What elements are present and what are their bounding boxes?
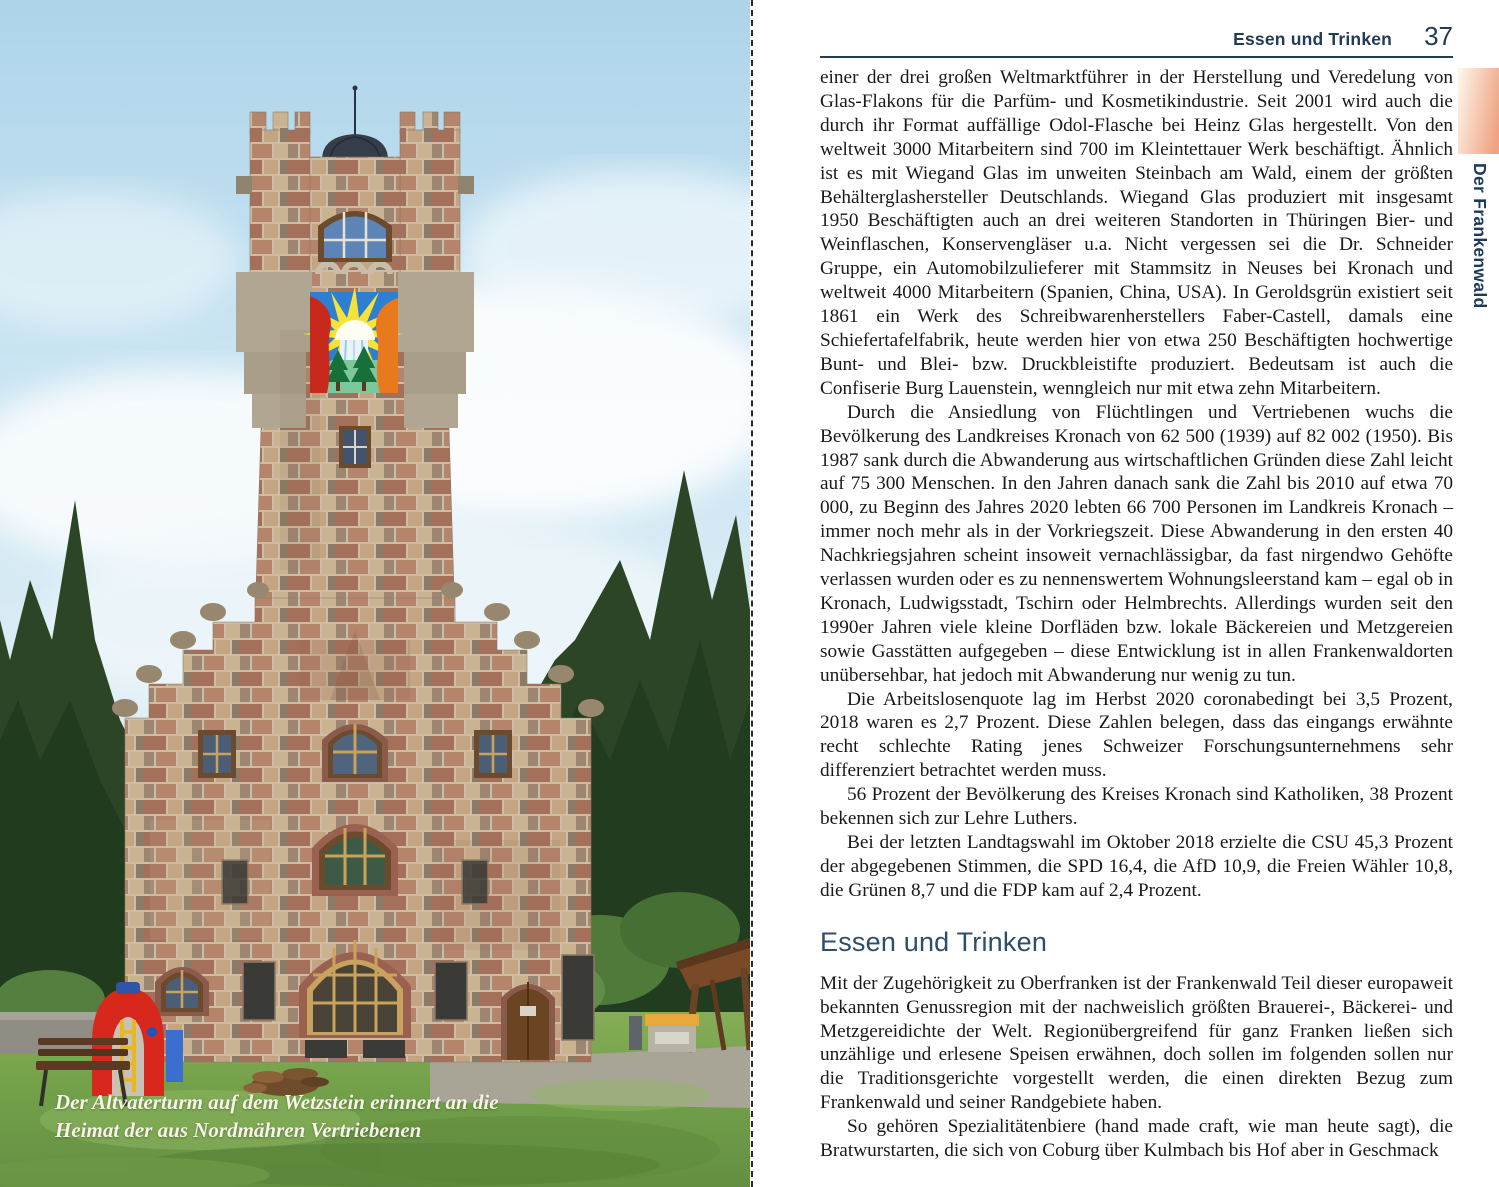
mural-red-cliff (310, 296, 331, 393)
middle-arched-window (322, 724, 388, 782)
paragraph: einer der drei großen Weltmarktführer in der Herstellung und Veredelung von Glas-Flakons für die Parfüm- und Kosmetikindustrie. Seit 2001 wird auch die durch ihr Format auffällige Odol-Flasche bei Heinz Glas hergestellt. Von den weltweit 3000 Mitarbeitern sind 700 im Kleintettauer Werk beschäftigt. Ähnlich ist es mit Wiegand Glas im unweiten Steinbach am Wald, einem der größten Behälterglashersteller Deutschlands. Wiegand Glas produziert mit insgesamt 1950 Beschäftigten auch an drei weiteren Standorten in Thüringen Bier- und Weinflaschen, Konservengläser u.a. Nicht vergessen sei die Dr. Schneider Gruppe, ein Automobilzulieferer mit Stammsitz in Neuses bei Kronach und weltweit 4000 Mitarbeitern (Spanien, China, USA). In Geroldsgrün existiert seit 1861 ein Werk des Schreibwarenherstellers Faber-Castell, damals eine Schiefertafelfabrik, heute werden hier von etwa 250 Beschäftigten hochwertige Bunt- und Blei- bzw. Druckbleistifte produziert. Bedeutsam ist auch die Confiserie Burg Lauenstein, wenngleich nur mit etwa zehn Mitarbeitern. (820, 67, 1453, 399)
photo-caption (55, 1088, 615, 1144)
right-square-window (474, 730, 512, 778)
paragraph: So gehören Spezialitätenbiere (hand made craft, wie man heute sagt), die Bratwurstarten, die sich von Coburg über Kulmbach bis Hof aber in Geschmack (820, 1116, 1453, 1162)
section-heading: Essen und Trinken (820, 926, 1048, 957)
chapter-tab-label: Der Frankenwald (1470, 163, 1490, 309)
left-square-window (198, 730, 236, 778)
entrance-door (501, 982, 555, 1060)
page-number: 37 (1424, 21, 1453, 51)
left-base-window (155, 967, 209, 1016)
text-column (820, 0, 1453, 1163)
trash-bin (629, 1016, 642, 1050)
text-page (753, 0, 1499, 1187)
paragraph: Bei der letzten Landtagswahl im Oktober 2018 erzielte die CSU 45,3 Prozent der abgegebenen Stimmen, die SPD 16,4, die AfD 10,9, die Freien Wähler 10,8, die Grünen 8,7 und die FDP kam auf 2,4 Prozent. (820, 832, 1453, 901)
article-body (820, 66, 1453, 1163)
paragraph: 56 Prozent der Bevölkerung des Kreises Kronach sind Katholiken, 38 Prozent bekennen sich zur Lehre Luthers. (820, 784, 1453, 830)
paragraph: Durch die Ansiedlung von Flüchtlingen und Vertriebenen wuchs die Bevölkerung des Landkreises Kronach von 62 500 (1939) auf 82 002 (1950). Bis 1987 sank durch die Abwanderung aus wirtschaftlichen Gründen diese Zahl leicht auf 75 300 Menschen. In den Jahren danach sank die Zahl bis 2010 auf etwa 70 000, zu Beginn des Jahres 2020 lebten 66 700 Personen im Landkreis Kronach – immer noch mehr als in der Vorkriegszeit. Diese Abwanderung in den ersten 40 Nachkriegsjahren scheint insoweit vernachlässigbar, da fast nirgendwo Gehöfte verlassen wurden oder es zu nennenswertem Wohnungsleerstand kam – egal ob in Kronach, Ludwigsstadt, Tschirn oder Helmbrechts. Allerdings wurden seit den 1990er Jahren viele kleine Dorfläden bzw. lokale Bäckereien und Metzgereien sowie Gasstätten aufgegeben – diese Entwicklung ist in allen Frankenwaldorten unübersehbar, hat jedoch mit Abwanderung nur wenig zu tun. (820, 401, 1453, 686)
chapter-tab-gradient (1458, 68, 1499, 154)
mural (303, 286, 403, 393)
running-header (820, 0, 1453, 58)
paragraph: Die Arbeitslosenquote lag im Herbst 2020 coronabedingt bei 3,5 Prozent, 2018 waren es 2,7 Prozent. Diese Zahlen belegen, dass das eingangs erwähnte recht schlechte Rating jenes Schweizer Forschungsunternehmens sehr differenziert betrachtet werden muss. (820, 688, 1453, 782)
upper-arched-window (318, 211, 392, 262)
waste-container (645, 1014, 699, 1052)
running-header-title: Essen und Trinken (1233, 29, 1393, 49)
photo-caption-line1: Der Altvaterturm auf dem Wetzstein erinnert an die (55, 1090, 499, 1114)
photo-caption-line2: Heimat der aus Nordmähren Vertriebenen (55, 1118, 422, 1142)
paragraph: Mit der Zugehörigkeit zu Oberfranken ist der Frankenwald Teil dieser europaweit bekannten Genussregion mit der nachweislich größten Brauerei-, Bäckerei- und Metzgereidichte der Welt. Regionübergreifend für ganz Franken ließen sich unzählige und erlesene Speisen erwähnen, doch sollen im folgenden sollen nur die Traditionsgerichte vorgestellt werden, die einen direkten Bezug zum Frankenwald und seiner Randgebiete haben. (820, 972, 1453, 1114)
small-shaft-window (339, 426, 371, 468)
mural-orange-cliff (376, 298, 398, 393)
